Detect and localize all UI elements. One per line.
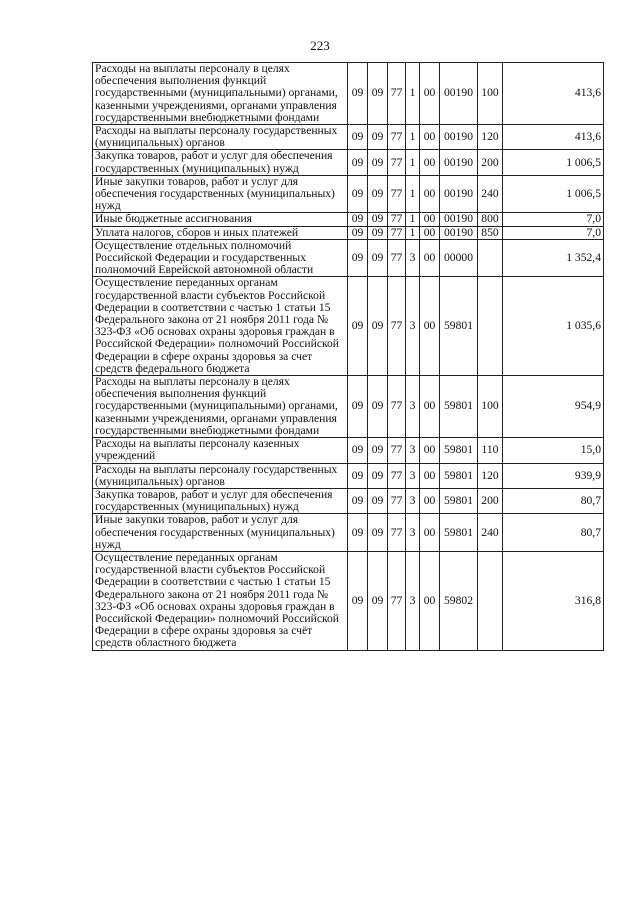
main-event-code-cell: 00 xyxy=(420,277,440,376)
table-row xyxy=(93,463,604,488)
section-code-cell: 09 xyxy=(348,150,368,175)
subsection-code-cell: 09 xyxy=(368,463,388,488)
amount-cell: 7,0 xyxy=(503,226,604,239)
expense-name-cell: Иные закупки товаров, работ и услуг для обеспечения государственных (муниципальных) нужд xyxy=(93,514,348,552)
subprogram-code-cell: 3 xyxy=(406,514,420,552)
program-code-cell: 77 xyxy=(388,226,406,239)
subsection-code-cell: 09 xyxy=(368,551,388,650)
subsection-code-cell: 09 xyxy=(368,438,388,463)
main-event-code-cell: 00 xyxy=(420,125,440,150)
section-code-cell: 09 xyxy=(348,376,368,438)
section-code-cell: 09 xyxy=(348,239,368,277)
main-event-code-cell: 00 xyxy=(420,175,440,213)
subsection-code-cell: 09 xyxy=(368,125,388,150)
main-event-code-cell: 00 xyxy=(420,463,440,488)
page-number: 223 xyxy=(310,38,330,53)
expense-type-code-cell: 800 xyxy=(478,213,503,226)
table-row xyxy=(93,226,604,239)
subsection-code-cell: 09 xyxy=(368,150,388,175)
table-row xyxy=(93,488,604,513)
subprogram-code-cell: 1 xyxy=(406,63,420,125)
direction-code-cell: 59801 xyxy=(440,376,478,438)
table-row xyxy=(93,125,604,150)
program-code-cell: 77 xyxy=(388,213,406,226)
expense-type-code-cell xyxy=(478,551,503,650)
expense-name-cell: Осуществление переданных органам государственной власти субъектов Российской Федерации в соответствии с частью 1 статьи 15 Федерального закона от 21 ноября 2011 года № 323-ФЗ «Об основах охраны здоровья граждан в Российской Федерации» полномочий Российской Федерации в сфере охраны здоровья за счёт средств областного бюджета xyxy=(93,551,348,650)
expense-type-code-cell: 120 xyxy=(478,125,503,150)
subprogram-code-cell: 3 xyxy=(406,438,420,463)
direction-code-cell: 59801 xyxy=(440,463,478,488)
expense-name-cell: Уплата налогов, сборов и иных платежей xyxy=(93,226,348,239)
direction-code-cell: 00190 xyxy=(440,213,478,226)
table-row xyxy=(93,277,604,376)
main-event-code-cell: 00 xyxy=(420,226,440,239)
subsection-code-cell: 09 xyxy=(368,175,388,213)
program-code-cell: 77 xyxy=(388,150,406,175)
amount-cell: 954,9 xyxy=(503,376,604,438)
expense-name-cell: Осуществление переданных органам государственной власти субъектов Российской Федерации в соответствии с частью 1 статьи 15 Федерального закона от 21 ноября 2011 года № 323-ФЗ «Об основах охраны здоровья граждан в Российской Федерации» полномочий Российской Федерации в сфере охраны здоровья за счет средств федерального бюджета xyxy=(93,277,348,376)
direction-code-cell: 00000 xyxy=(440,239,478,277)
section-code-cell: 09 xyxy=(348,514,368,552)
section-code-cell: 09 xyxy=(348,175,368,213)
amount-cell: 939,9 xyxy=(503,463,604,488)
subsection-code-cell: 09 xyxy=(368,376,388,438)
expense-type-code-cell: 100 xyxy=(478,63,503,125)
section-code-cell: 09 xyxy=(348,551,368,650)
direction-code-cell: 00190 xyxy=(440,175,478,213)
subprogram-code-cell: 1 xyxy=(406,175,420,213)
section-code-cell: 09 xyxy=(348,213,368,226)
expense-type-code-cell: 200 xyxy=(478,488,503,513)
expense-type-code-cell: 240 xyxy=(478,514,503,552)
table-row xyxy=(93,438,604,463)
expense-type-code-cell: 100 xyxy=(478,376,503,438)
program-code-cell: 77 xyxy=(388,277,406,376)
program-code-cell: 77 xyxy=(388,514,406,552)
amount-cell: 413,6 xyxy=(503,63,604,125)
main-event-code-cell: 00 xyxy=(420,514,440,552)
amount-cell: 1 352,4 xyxy=(503,239,604,277)
subprogram-code-cell: 3 xyxy=(406,376,420,438)
direction-code-cell: 59801 xyxy=(440,488,478,513)
expense-type-code-cell: 200 xyxy=(478,150,503,175)
main-event-code-cell: 00 xyxy=(420,376,440,438)
budget-table-body xyxy=(93,63,604,651)
expense-name-cell: Осуществление отдельных полномочий Российской Федерации и государственных полномочий Еврейской автономной области xyxy=(93,239,348,277)
table-row xyxy=(93,239,604,277)
section-code-cell: 09 xyxy=(348,226,368,239)
section-code-cell: 09 xyxy=(348,488,368,513)
program-code-cell: 77 xyxy=(388,463,406,488)
expense-name-cell: Расходы на выплаты персоналу в целях обеспечения выполнения функций государственными (муниципальными) органами, казенными учреждениями, органами управления государственными внебюджетными фондами xyxy=(93,63,348,125)
expense-type-code-cell: 120 xyxy=(478,463,503,488)
subsection-code-cell: 09 xyxy=(368,239,388,277)
direction-code-cell: 59801 xyxy=(440,514,478,552)
expense-name-cell: Расходы на выплаты персоналу казенных учреждений xyxy=(93,438,348,463)
section-code-cell: 09 xyxy=(348,125,368,150)
direction-code-cell: 00190 xyxy=(440,63,478,125)
expense-name-cell: Расходы на выплаты персоналу в целях обеспечения выполнения функций государственными (муниципальными) органами, казенными учреждениями, органами управления государственными внебюджетными фондами xyxy=(93,376,348,438)
subsection-code-cell: 09 xyxy=(368,488,388,513)
table-row xyxy=(93,213,604,226)
program-code-cell: 77 xyxy=(388,376,406,438)
expense-type-code-cell xyxy=(478,277,503,376)
amount-cell: 7,0 xyxy=(503,213,604,226)
subprogram-code-cell: 3 xyxy=(406,239,420,277)
expense-name-cell: Иные бюджетные ассигнования xyxy=(93,213,348,226)
section-code-cell: 09 xyxy=(348,463,368,488)
direction-code-cell: 00190 xyxy=(440,226,478,239)
program-code-cell: 77 xyxy=(388,125,406,150)
amount-cell: 1 006,5 xyxy=(503,175,604,213)
amount-cell: 80,7 xyxy=(503,514,604,552)
subsection-code-cell: 09 xyxy=(368,277,388,376)
table-row xyxy=(93,551,604,650)
table-row xyxy=(93,63,604,125)
table-row xyxy=(93,150,604,175)
program-code-cell: 77 xyxy=(388,239,406,277)
amount-cell: 1 035,6 xyxy=(503,277,604,376)
main-event-code-cell: 00 xyxy=(420,239,440,277)
program-code-cell: 77 xyxy=(388,488,406,513)
section-code-cell: 09 xyxy=(348,63,368,125)
subsection-code-cell: 09 xyxy=(368,213,388,226)
expense-name-cell: Иные закупки товаров, работ и услуг для обеспечения государственных (муниципальных) нужд xyxy=(93,175,348,213)
program-code-cell: 77 xyxy=(388,438,406,463)
section-code-cell: 09 xyxy=(348,438,368,463)
expense-name-cell: Расходы на выплаты персоналу государственных (муниципальных) органов xyxy=(93,125,348,150)
expense-type-code-cell xyxy=(478,239,503,277)
table-row xyxy=(93,175,604,213)
amount-cell: 1 006,5 xyxy=(503,150,604,175)
program-code-cell: 77 xyxy=(388,175,406,213)
amount-cell: 413,6 xyxy=(503,125,604,150)
section-code-cell: 09 xyxy=(348,277,368,376)
subprogram-code-cell: 3 xyxy=(406,551,420,650)
expense-type-code-cell: 850 xyxy=(478,226,503,239)
main-event-code-cell: 00 xyxy=(420,438,440,463)
direction-code-cell: 00190 xyxy=(440,150,478,175)
expense-name-cell: Закупка товаров, работ и услуг для обеспечения государственных (муниципальных) нужд xyxy=(93,150,348,175)
subprogram-code-cell: 1 xyxy=(406,125,420,150)
expense-name-cell: Расходы на выплаты персоналу государственных (муниципальных) органов xyxy=(93,463,348,488)
main-event-code-cell: 00 xyxy=(420,551,440,650)
amount-cell: 80,7 xyxy=(503,488,604,513)
direction-code-cell: 59801 xyxy=(440,277,478,376)
program-code-cell: 77 xyxy=(388,551,406,650)
main-event-code-cell: 00 xyxy=(420,63,440,125)
direction-code-cell: 00190 xyxy=(440,125,478,150)
subprogram-code-cell: 3 xyxy=(406,488,420,513)
program-code-cell: 77 xyxy=(388,63,406,125)
expense-type-code-cell: 110 xyxy=(478,438,503,463)
subsection-code-cell: 09 xyxy=(368,63,388,125)
main-event-code-cell: 00 xyxy=(420,488,440,513)
amount-cell: 316,8 xyxy=(503,551,604,650)
table-row xyxy=(93,376,604,438)
table-row xyxy=(93,514,604,552)
direction-code-cell: 59802 xyxy=(440,551,478,650)
subprogram-code-cell: 1 xyxy=(406,150,420,175)
subprogram-code-cell: 1 xyxy=(406,226,420,239)
expense-name-cell: Закупка товаров, работ и услуг для обеспечения государственных (муниципальных) нужд xyxy=(93,488,348,513)
subsection-code-cell: 09 xyxy=(368,226,388,239)
direction-code-cell: 59801 xyxy=(440,438,478,463)
amount-cell: 15,0 xyxy=(503,438,604,463)
budget-table xyxy=(92,62,604,651)
expense-type-code-cell: 240 xyxy=(478,175,503,213)
main-event-code-cell: 00 xyxy=(420,213,440,226)
main-event-code-cell: 00 xyxy=(420,150,440,175)
subprogram-code-cell: 1 xyxy=(406,213,420,226)
subsection-code-cell: 09 xyxy=(368,514,388,552)
subprogram-code-cell: 3 xyxy=(406,277,420,376)
subprogram-code-cell: 3 xyxy=(406,463,420,488)
